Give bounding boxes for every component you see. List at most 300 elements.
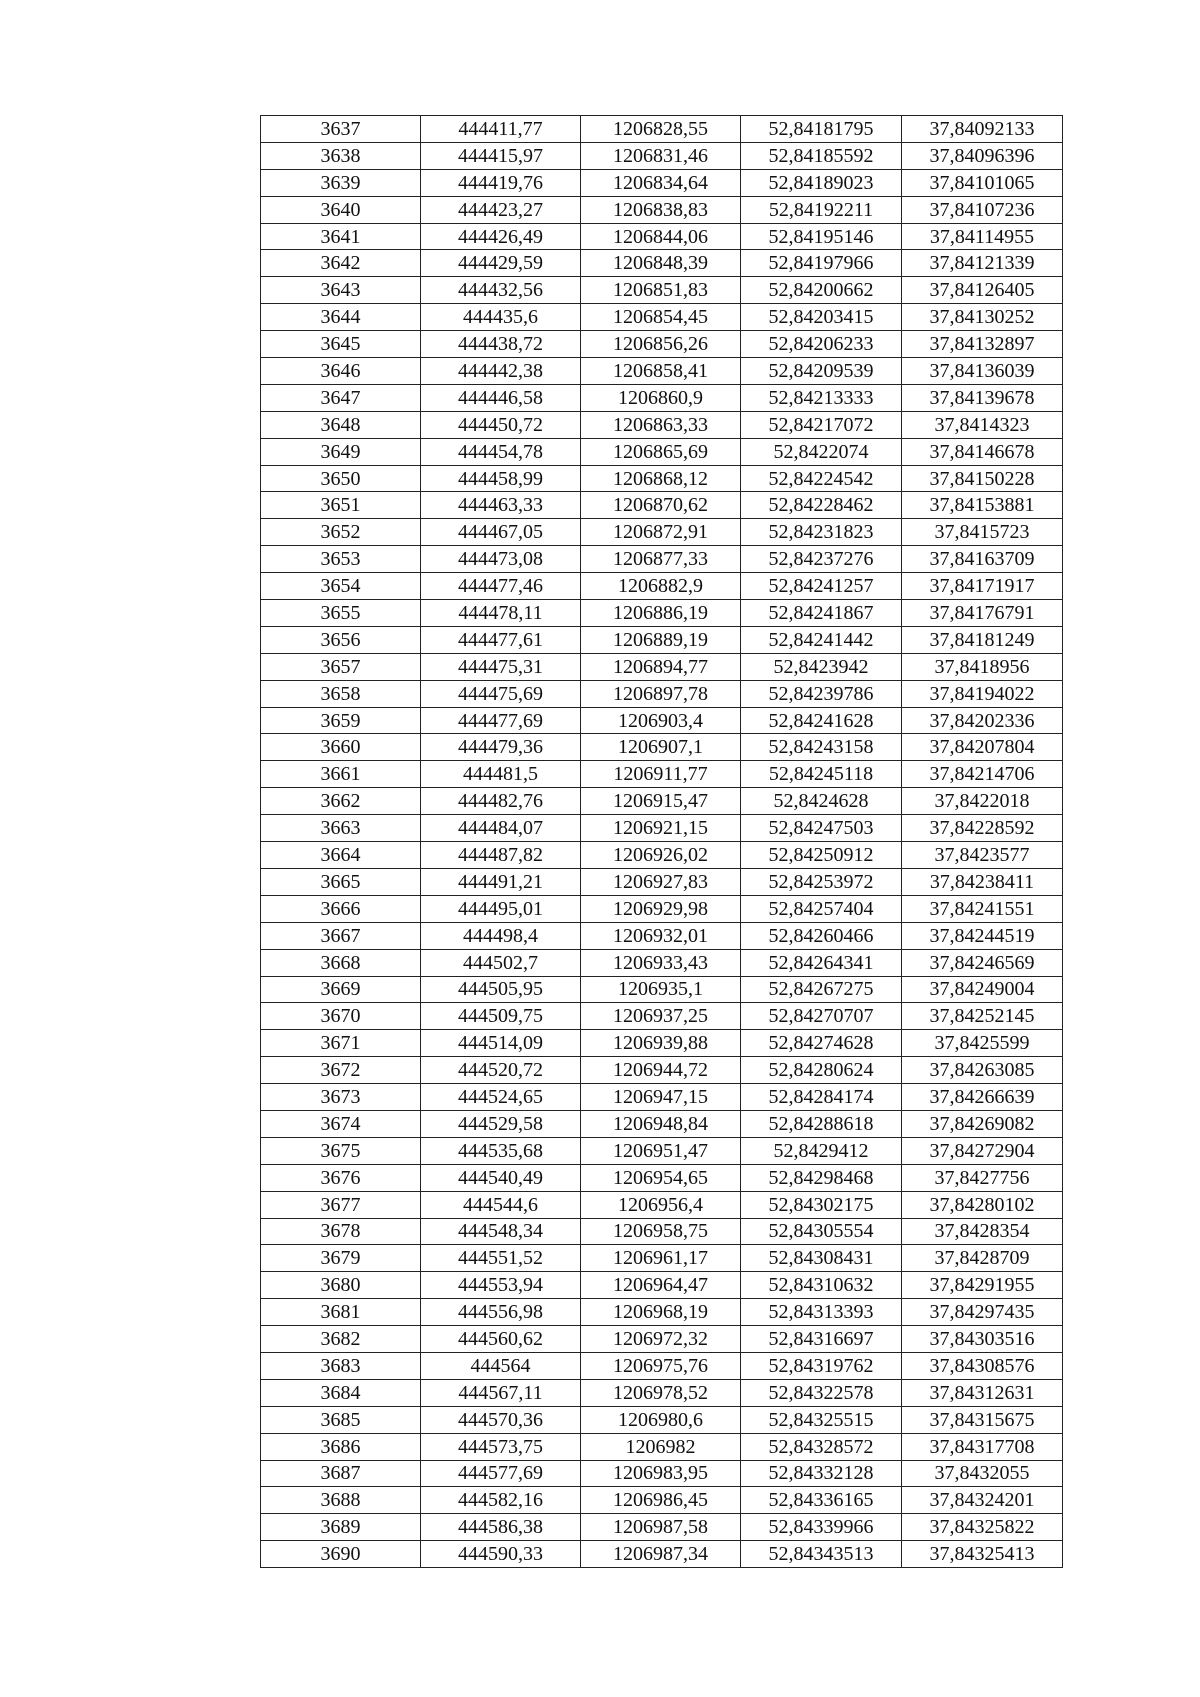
point-number-cell: 3685 [261, 1406, 421, 1433]
longitude-cell: 37,84146678 [902, 438, 1063, 465]
table-row [261, 384, 1063, 411]
x-coordinate-cell: 444458,99 [421, 465, 581, 492]
x-coordinate-cell: 444548,34 [421, 1218, 581, 1245]
y-coordinate-cell: 1206929,98 [581, 895, 741, 922]
x-coordinate-cell: 444432,56 [421, 277, 581, 304]
y-coordinate-cell: 1206948,84 [581, 1110, 741, 1137]
y-coordinate-cell: 1206868,12 [581, 465, 741, 492]
y-coordinate-cell: 1206964,47 [581, 1272, 741, 1299]
y-coordinate-cell: 1206894,77 [581, 653, 741, 680]
x-coordinate-cell: 444570,36 [421, 1406, 581, 1433]
longitude-cell: 37,84107236 [902, 196, 1063, 223]
table-row [261, 1299, 1063, 1326]
longitude-cell: 37,8425599 [902, 1030, 1063, 1057]
table-row [261, 1137, 1063, 1164]
x-coordinate-cell: 444411,77 [421, 116, 581, 143]
y-coordinate-cell: 1206844,06 [581, 223, 741, 250]
longitude-cell: 37,84269082 [902, 1110, 1063, 1137]
longitude-cell: 37,84246569 [902, 949, 1063, 976]
y-coordinate-cell: 1206860,9 [581, 384, 741, 411]
y-coordinate-cell: 1206921,15 [581, 815, 741, 842]
x-coordinate-cell: 444498,4 [421, 922, 581, 949]
x-coordinate-cell: 444482,76 [421, 788, 581, 815]
y-coordinate-cell: 1206933,43 [581, 949, 741, 976]
longitude-cell: 37,84291955 [902, 1272, 1063, 1299]
table-row [261, 465, 1063, 492]
table-row [261, 250, 1063, 277]
x-coordinate-cell: 444509,75 [421, 1003, 581, 1030]
table-row [261, 169, 1063, 196]
table-row [261, 1218, 1063, 1245]
latitude-cell: 52,84267275 [741, 976, 902, 1003]
latitude-cell: 52,84260466 [741, 922, 902, 949]
point-number-cell: 3656 [261, 626, 421, 653]
latitude-cell: 52,84213333 [741, 384, 902, 411]
latitude-cell: 52,84336165 [741, 1487, 902, 1514]
longitude-cell: 37,8428709 [902, 1245, 1063, 1272]
longitude-cell: 37,84121339 [902, 250, 1063, 277]
table-row [261, 949, 1063, 976]
latitude-cell: 52,84206233 [741, 331, 902, 358]
longitude-cell: 37,84101065 [902, 169, 1063, 196]
y-coordinate-cell: 1206986,45 [581, 1487, 741, 1514]
x-coordinate-cell: 444435,6 [421, 304, 581, 331]
latitude-cell: 52,84316697 [741, 1326, 902, 1353]
longitude-cell: 37,8414323 [902, 411, 1063, 438]
y-coordinate-cell: 1206987,58 [581, 1514, 741, 1541]
longitude-cell: 37,8422018 [902, 788, 1063, 815]
latitude-cell: 52,84247503 [741, 815, 902, 842]
table-row [261, 1326, 1063, 1353]
table-row [261, 1460, 1063, 1487]
point-number-cell: 3688 [261, 1487, 421, 1514]
y-coordinate-cell: 1206897,78 [581, 680, 741, 707]
point-number-cell: 3669 [261, 976, 421, 1003]
longitude-cell: 37,84132897 [902, 331, 1063, 358]
latitude-cell: 52,84197966 [741, 250, 902, 277]
latitude-cell: 52,84274628 [741, 1030, 902, 1057]
x-coordinate-cell: 444573,75 [421, 1433, 581, 1460]
x-coordinate-cell: 444540,49 [421, 1164, 581, 1191]
table-row [261, 976, 1063, 1003]
y-coordinate-cell: 1206944,72 [581, 1057, 741, 1084]
x-coordinate-cell: 444590,33 [421, 1541, 581, 1568]
table-row [261, 1191, 1063, 1218]
x-coordinate-cell: 444426,49 [421, 223, 581, 250]
latitude-cell: 52,8422074 [741, 438, 902, 465]
point-number-cell: 3662 [261, 788, 421, 815]
longitude-cell: 37,84272904 [902, 1137, 1063, 1164]
x-coordinate-cell: 444556,98 [421, 1299, 581, 1326]
longitude-cell: 37,84249004 [902, 976, 1063, 1003]
point-number-cell: 3647 [261, 384, 421, 411]
table-row [261, 358, 1063, 385]
point-number-cell: 3683 [261, 1352, 421, 1379]
x-coordinate-cell: 444477,61 [421, 626, 581, 653]
point-number-cell: 3655 [261, 600, 421, 627]
table-row [261, 788, 1063, 815]
x-coordinate-cell: 444487,82 [421, 842, 581, 869]
latitude-cell: 52,84181795 [741, 116, 902, 143]
point-number-cell: 3643 [261, 277, 421, 304]
longitude-cell: 37,84176791 [902, 600, 1063, 627]
latitude-cell: 52,84192211 [741, 196, 902, 223]
longitude-cell: 37,8418956 [902, 653, 1063, 680]
latitude-cell: 52,84284174 [741, 1084, 902, 1111]
x-coordinate-cell: 444442,38 [421, 358, 581, 385]
longitude-cell: 37,84228592 [902, 815, 1063, 842]
y-coordinate-cell: 1206889,19 [581, 626, 741, 653]
longitude-cell: 37,84114955 [902, 223, 1063, 250]
longitude-cell: 37,84150228 [902, 465, 1063, 492]
x-coordinate-cell: 444481,5 [421, 761, 581, 788]
longitude-cell: 37,84317708 [902, 1433, 1063, 1460]
x-coordinate-cell: 444505,95 [421, 976, 581, 1003]
point-number-cell: 3689 [261, 1514, 421, 1541]
point-number-cell: 3686 [261, 1433, 421, 1460]
longitude-cell: 37,84214706 [902, 761, 1063, 788]
latitude-cell: 52,84250912 [741, 842, 902, 869]
y-coordinate-cell: 1206956,4 [581, 1191, 741, 1218]
table-row [261, 411, 1063, 438]
y-coordinate-cell: 1206856,26 [581, 331, 741, 358]
point-number-cell: 3637 [261, 116, 421, 143]
point-number-cell: 3679 [261, 1245, 421, 1272]
point-number-cell: 3666 [261, 895, 421, 922]
table-row [261, 492, 1063, 519]
x-coordinate-cell: 444567,11 [421, 1379, 581, 1406]
longitude-cell: 37,84303516 [902, 1326, 1063, 1353]
longitude-cell: 37,84263085 [902, 1057, 1063, 1084]
x-coordinate-cell: 444475,69 [421, 680, 581, 707]
y-coordinate-cell: 1206903,4 [581, 707, 741, 734]
latitude-cell: 52,84322578 [741, 1379, 902, 1406]
latitude-cell: 52,84313393 [741, 1299, 902, 1326]
table-row [261, 438, 1063, 465]
y-coordinate-cell: 1206828,55 [581, 116, 741, 143]
y-coordinate-cell: 1206980,6 [581, 1406, 741, 1433]
coordinates-table-body [261, 116, 1063, 1568]
x-coordinate-cell: 444479,36 [421, 734, 581, 761]
x-coordinate-cell: 444564 [421, 1352, 581, 1379]
latitude-cell: 52,84228462 [741, 492, 902, 519]
longitude-cell: 37,84315675 [902, 1406, 1063, 1433]
point-number-cell: 3658 [261, 680, 421, 707]
x-coordinate-cell: 444529,58 [421, 1110, 581, 1137]
y-coordinate-cell: 1206877,33 [581, 546, 741, 573]
table-row [261, 680, 1063, 707]
point-number-cell: 3673 [261, 1084, 421, 1111]
point-number-cell: 3654 [261, 573, 421, 600]
table-row [261, 707, 1063, 734]
table-row [261, 519, 1063, 546]
point-number-cell: 3678 [261, 1218, 421, 1245]
x-coordinate-cell: 444478,11 [421, 600, 581, 627]
table-row [261, 653, 1063, 680]
y-coordinate-cell: 1206863,33 [581, 411, 741, 438]
point-number-cell: 3645 [261, 331, 421, 358]
x-coordinate-cell: 444491,21 [421, 868, 581, 895]
longitude-cell: 37,84266639 [902, 1084, 1063, 1111]
table-row [261, 1514, 1063, 1541]
x-coordinate-cell: 444467,05 [421, 519, 581, 546]
longitude-cell: 37,84194022 [902, 680, 1063, 707]
y-coordinate-cell: 1206848,39 [581, 250, 741, 277]
y-coordinate-cell: 1206982 [581, 1433, 741, 1460]
latitude-cell: 52,84203415 [741, 304, 902, 331]
longitude-cell: 37,84181249 [902, 626, 1063, 653]
point-number-cell: 3644 [261, 304, 421, 331]
latitude-cell: 52,84253972 [741, 868, 902, 895]
latitude-cell: 52,84298468 [741, 1164, 902, 1191]
latitude-cell: 52,84209539 [741, 358, 902, 385]
longitude-cell: 37,84297435 [902, 1299, 1063, 1326]
y-coordinate-cell: 1206983,95 [581, 1460, 741, 1487]
table-row [261, 573, 1063, 600]
table-row [261, 868, 1063, 895]
latitude-cell: 52,84241442 [741, 626, 902, 653]
point-number-cell: 3670 [261, 1003, 421, 1030]
point-number-cell: 3650 [261, 465, 421, 492]
y-coordinate-cell: 1206987,34 [581, 1541, 741, 1568]
latitude-cell: 52,84339966 [741, 1514, 902, 1541]
longitude-cell: 37,84136039 [902, 358, 1063, 385]
point-number-cell: 3676 [261, 1164, 421, 1191]
x-coordinate-cell: 444520,72 [421, 1057, 581, 1084]
table-row [261, 1379, 1063, 1406]
y-coordinate-cell: 1206882,9 [581, 573, 741, 600]
longitude-cell: 37,84130252 [902, 304, 1063, 331]
longitude-cell: 37,84312631 [902, 1379, 1063, 1406]
point-number-cell: 3648 [261, 411, 421, 438]
longitude-cell: 37,84244519 [902, 922, 1063, 949]
x-coordinate-cell: 444524,65 [421, 1084, 581, 1111]
y-coordinate-cell: 1206886,19 [581, 600, 741, 627]
y-coordinate-cell: 1206968,19 [581, 1299, 741, 1326]
point-number-cell: 3681 [261, 1299, 421, 1326]
longitude-cell: 37,8427756 [902, 1164, 1063, 1191]
latitude-cell: 52,84308431 [741, 1245, 902, 1272]
x-coordinate-cell: 444454,78 [421, 438, 581, 465]
y-coordinate-cell: 1206838,83 [581, 196, 741, 223]
table-row [261, 546, 1063, 573]
point-number-cell: 3671 [261, 1030, 421, 1057]
longitude-cell: 37,84092133 [902, 116, 1063, 143]
table-row [261, 223, 1063, 250]
point-number-cell: 3677 [261, 1191, 421, 1218]
point-number-cell: 3667 [261, 922, 421, 949]
latitude-cell: 52,84332128 [741, 1460, 902, 1487]
longitude-cell: 37,8423577 [902, 842, 1063, 869]
point-number-cell: 3640 [261, 196, 421, 223]
point-number-cell: 3665 [261, 868, 421, 895]
longitude-cell: 37,8415723 [902, 519, 1063, 546]
x-coordinate-cell: 444514,09 [421, 1030, 581, 1057]
point-number-cell: 3660 [261, 734, 421, 761]
table-row [261, 895, 1063, 922]
y-coordinate-cell: 1206927,83 [581, 868, 741, 895]
point-number-cell: 3663 [261, 815, 421, 842]
y-coordinate-cell: 1206975,76 [581, 1352, 741, 1379]
y-coordinate-cell: 1206907,1 [581, 734, 741, 761]
y-coordinate-cell: 1206951,47 [581, 1137, 741, 1164]
latitude-cell: 52,84343513 [741, 1541, 902, 1568]
x-coordinate-cell: 444586,38 [421, 1514, 581, 1541]
y-coordinate-cell: 1206865,69 [581, 438, 741, 465]
x-coordinate-cell: 444495,01 [421, 895, 581, 922]
table-row [261, 1352, 1063, 1379]
y-coordinate-cell: 1206935,1 [581, 976, 741, 1003]
table-row [261, 196, 1063, 223]
x-coordinate-cell: 444475,31 [421, 653, 581, 680]
longitude-cell: 37,84325822 [902, 1514, 1063, 1541]
point-number-cell: 3687 [261, 1460, 421, 1487]
x-coordinate-cell: 444473,08 [421, 546, 581, 573]
table-row [261, 1084, 1063, 1111]
longitude-cell: 37,84153881 [902, 492, 1063, 519]
latitude-cell: 52,84189023 [741, 169, 902, 196]
point-number-cell: 3653 [261, 546, 421, 573]
latitude-cell: 52,84288618 [741, 1110, 902, 1137]
point-number-cell: 3651 [261, 492, 421, 519]
point-number-cell: 3657 [261, 653, 421, 680]
point-number-cell: 3649 [261, 438, 421, 465]
latitude-cell: 52,84270707 [741, 1003, 902, 1030]
table-row [261, 277, 1063, 304]
x-coordinate-cell: 444484,07 [421, 815, 581, 842]
x-coordinate-cell: 444477,46 [421, 573, 581, 600]
latitude-cell: 52,84243158 [741, 734, 902, 761]
table-row [261, 734, 1063, 761]
longitude-cell: 37,8432055 [902, 1460, 1063, 1487]
x-coordinate-cell: 444429,59 [421, 250, 581, 277]
x-coordinate-cell: 444582,16 [421, 1487, 581, 1514]
table-row [261, 304, 1063, 331]
y-coordinate-cell: 1206961,17 [581, 1245, 741, 1272]
latitude-cell: 52,84241628 [741, 707, 902, 734]
x-coordinate-cell: 444419,76 [421, 169, 581, 196]
y-coordinate-cell: 1206947,15 [581, 1084, 741, 1111]
table-row [261, 142, 1063, 169]
latitude-cell: 52,8429412 [741, 1137, 902, 1164]
y-coordinate-cell: 1206972,32 [581, 1326, 741, 1353]
y-coordinate-cell: 1206937,25 [581, 1003, 741, 1030]
longitude-cell: 37,84308576 [902, 1352, 1063, 1379]
x-coordinate-cell: 444553,94 [421, 1272, 581, 1299]
x-coordinate-cell: 444544,6 [421, 1191, 581, 1218]
latitude-cell: 52,84310632 [741, 1272, 902, 1299]
point-number-cell: 3672 [261, 1057, 421, 1084]
latitude-cell: 52,84231823 [741, 519, 902, 546]
x-coordinate-cell: 444463,33 [421, 492, 581, 519]
longitude-cell: 37,8428354 [902, 1218, 1063, 1245]
table-row [261, 761, 1063, 788]
point-number-cell: 3646 [261, 358, 421, 385]
latitude-cell: 52,84200662 [741, 277, 902, 304]
point-number-cell: 3659 [261, 707, 421, 734]
x-coordinate-cell: 444502,7 [421, 949, 581, 976]
y-coordinate-cell: 1206834,64 [581, 169, 741, 196]
table-row [261, 116, 1063, 143]
y-coordinate-cell: 1206851,83 [581, 277, 741, 304]
y-coordinate-cell: 1206926,02 [581, 842, 741, 869]
x-coordinate-cell: 444551,52 [421, 1245, 581, 1272]
point-number-cell: 3639 [261, 169, 421, 196]
point-number-cell: 3668 [261, 949, 421, 976]
point-number-cell: 3642 [261, 250, 421, 277]
table-row [261, 922, 1063, 949]
table-row [261, 1433, 1063, 1460]
longitude-cell: 37,84252145 [902, 1003, 1063, 1030]
y-coordinate-cell: 1206911,77 [581, 761, 741, 788]
latitude-cell: 52,84239786 [741, 680, 902, 707]
y-coordinate-cell: 1206854,45 [581, 304, 741, 331]
x-coordinate-cell: 444477,69 [421, 707, 581, 734]
table-row [261, 600, 1063, 627]
table-row [261, 815, 1063, 842]
y-coordinate-cell: 1206939,88 [581, 1030, 741, 1057]
table-row [261, 1003, 1063, 1030]
latitude-cell: 52,84224542 [741, 465, 902, 492]
longitude-cell: 37,84126405 [902, 277, 1063, 304]
latitude-cell: 52,84305554 [741, 1218, 902, 1245]
longitude-cell: 37,84280102 [902, 1191, 1063, 1218]
table-row [261, 1487, 1063, 1514]
table-row [261, 1164, 1063, 1191]
point-number-cell: 3638 [261, 142, 421, 169]
longitude-cell: 37,84139678 [902, 384, 1063, 411]
longitude-cell: 37,84202336 [902, 707, 1063, 734]
latitude-cell: 52,84325515 [741, 1406, 902, 1433]
point-number-cell: 3684 [261, 1379, 421, 1406]
longitude-cell: 37,84171917 [902, 573, 1063, 600]
latitude-cell: 52,84217072 [741, 411, 902, 438]
longitude-cell: 37,84096396 [902, 142, 1063, 169]
latitude-cell: 52,8423942 [741, 653, 902, 680]
latitude-cell: 52,84302175 [741, 1191, 902, 1218]
latitude-cell: 52,84328572 [741, 1433, 902, 1460]
latitude-cell: 52,84245118 [741, 761, 902, 788]
table-row [261, 842, 1063, 869]
point-number-cell: 3674 [261, 1110, 421, 1137]
point-number-cell: 3661 [261, 761, 421, 788]
point-number-cell: 3690 [261, 1541, 421, 1568]
longitude-cell: 37,84241551 [902, 895, 1063, 922]
latitude-cell: 52,84237276 [741, 546, 902, 573]
y-coordinate-cell: 1206858,41 [581, 358, 741, 385]
y-coordinate-cell: 1206958,75 [581, 1218, 741, 1245]
table-row [261, 331, 1063, 358]
x-coordinate-cell: 444535,68 [421, 1137, 581, 1164]
table-row [261, 626, 1063, 653]
latitude-cell: 52,84241257 [741, 573, 902, 600]
y-coordinate-cell: 1206831,46 [581, 142, 741, 169]
point-number-cell: 3675 [261, 1137, 421, 1164]
x-coordinate-cell: 444577,69 [421, 1460, 581, 1487]
longitude-cell: 37,84163709 [902, 546, 1063, 573]
latitude-cell: 52,84280624 [741, 1057, 902, 1084]
y-coordinate-cell: 1206915,47 [581, 788, 741, 815]
x-coordinate-cell: 444438,72 [421, 331, 581, 358]
table-row [261, 1030, 1063, 1057]
longitude-cell: 37,84325413 [902, 1541, 1063, 1568]
latitude-cell: 52,84185592 [741, 142, 902, 169]
coordinates-table [260, 115, 1063, 1568]
latitude-cell: 52,8424628 [741, 788, 902, 815]
y-coordinate-cell: 1206954,65 [581, 1164, 741, 1191]
latitude-cell: 52,84257404 [741, 895, 902, 922]
latitude-cell: 52,84319762 [741, 1352, 902, 1379]
